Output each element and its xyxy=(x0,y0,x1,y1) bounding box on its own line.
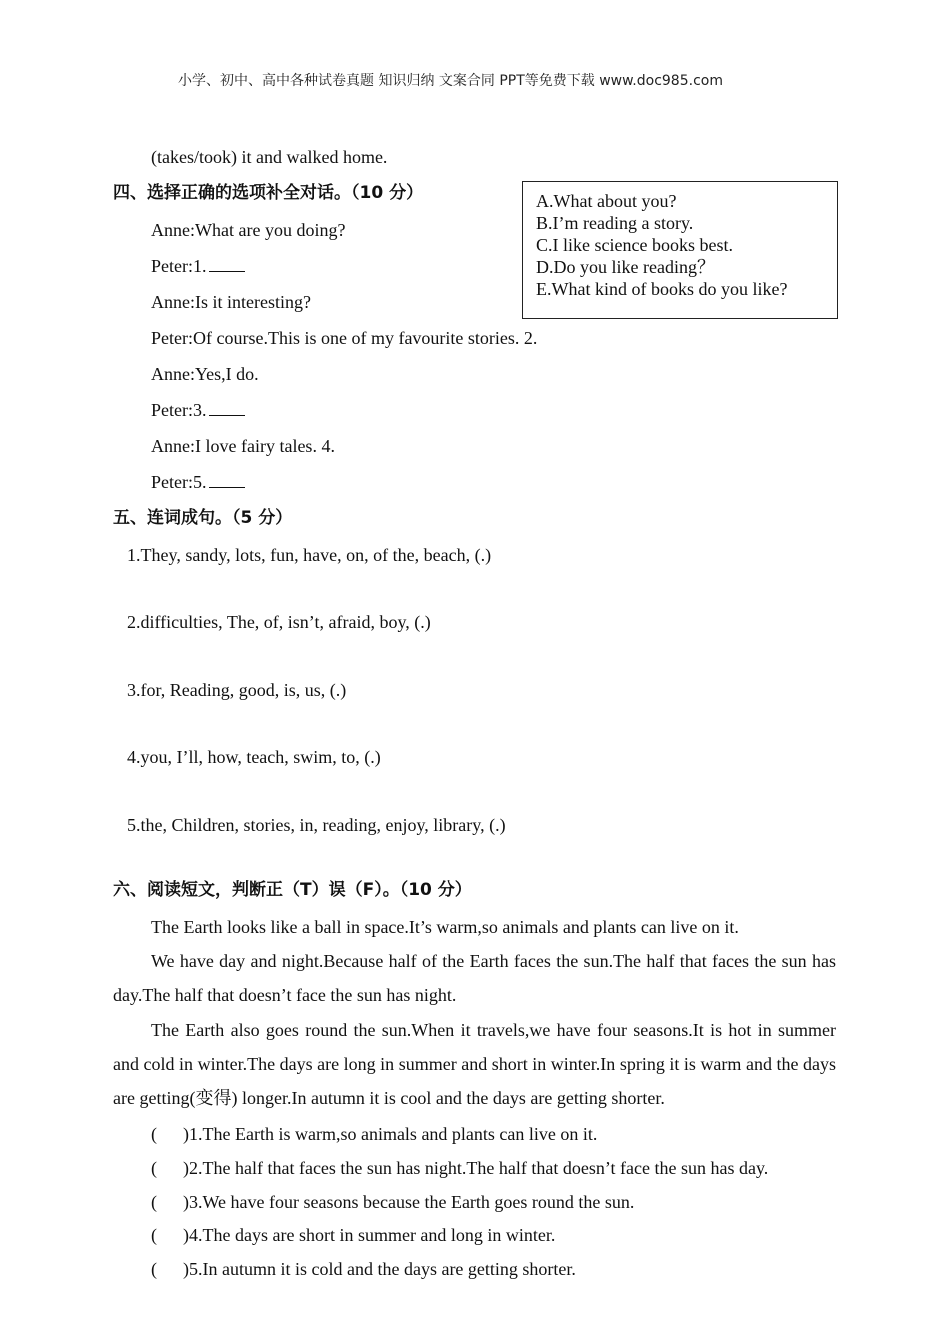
answer-blank[interactable] xyxy=(209,255,245,272)
sentence-item: 5.the, Children, stories, in, reading, enjoy, library, (.) xyxy=(127,815,506,835)
reading-paragraph: We have day and night.Because half of the Earth faces the sun.The half that faces the sun has day.The half that doesn’t face the sun has night. xyxy=(113,951,836,1005)
sentence-item: 4.you, I’ll, how, teach, swim, to, (.) xyxy=(127,747,381,767)
page-header: 小学、初中、高中各种试卷真题 知识归纳 文案合同 PPT等免费下载 www.doc985.com xyxy=(178,73,723,89)
answer-blank[interactable] xyxy=(209,399,245,416)
dialogue-line: Peter:Of course.This is one of my favourite stories. 2. xyxy=(151,328,538,348)
sentence-item: 1.They, sandy, lots, fun, have, on, of the, beach, (.) xyxy=(127,545,492,565)
option-c: C.I like science books best. xyxy=(536,235,733,255)
tf-question: ( )1.The Earth is warm,so animals and plants can live on it. xyxy=(151,1124,598,1144)
dialogue-line: Peter:5. xyxy=(151,471,245,493)
answer-paren[interactable]: ( xyxy=(151,1124,157,1144)
option-e: E.What kind of books do you like? xyxy=(536,279,788,299)
option-a: A.What about you? xyxy=(536,191,677,211)
dialogue-line: Anne:Yes,I do. xyxy=(151,364,259,384)
sentence-item: 3.for, Reading, good, is, us, (.) xyxy=(127,680,347,700)
answer-paren[interactable]: ( xyxy=(151,1192,157,1212)
dialogue-line: Peter:3. xyxy=(151,399,245,421)
section-5-title: 五、连词成句。（5 分） xyxy=(113,508,293,528)
option-b: B.I’m reading a story. xyxy=(536,213,694,233)
dialogue-line: Anne:I love fairy tales. 4. xyxy=(151,436,335,456)
options-box xyxy=(522,181,838,319)
section-6-title: 六、阅读短文，判断正（T）误（F）。（10 分） xyxy=(113,880,472,900)
tf-question: ( )4.The days are short in summer and long in winter. xyxy=(151,1225,556,1245)
answer-blank[interactable] xyxy=(209,471,245,488)
tf-question: ( )3.We have four seasons because the Earth goes round the sun. xyxy=(151,1192,635,1212)
answer-paren[interactable]: ( xyxy=(151,1225,157,1245)
dialogue-line: Peter:1. xyxy=(151,255,245,277)
tf-question: ( )2.The half that faces the sun has night.The half that doesn’t face the sun has day. xyxy=(151,1158,769,1178)
tf-question: ( )5.In autumn it is cold and the days are getting shorter. xyxy=(151,1259,576,1279)
dialogue-line: Anne:Is it interesting? xyxy=(151,292,311,312)
answer-paren[interactable]: ( xyxy=(151,1158,157,1178)
reading-paragraph: The Earth also goes round the sun.When it travels,we have four seasons.It is hot in summer and cold in winter.The days are long in summer and short in winter.In spring it is warm and the days are getting(变得) longer.In autumn it is cool and the days are getting shorter. xyxy=(113,1020,836,1108)
option-d: D.Do you like reading？ xyxy=(536,257,715,277)
section-4-title: 四、选择正确的选项补全对话。（10 分） xyxy=(113,183,424,203)
sentence-item: 2.difficulties, The, of, isn’t, afraid, boy, (.) xyxy=(127,612,431,632)
carryover-line: (takes/took) it and walked home. xyxy=(151,147,388,167)
reading-paragraph: The Earth looks like a ball in space.It’s warm,so animals and plants can live on it. xyxy=(151,917,739,937)
answer-paren[interactable]: ( xyxy=(151,1259,157,1279)
dialogue-line: Anne:What are you doing? xyxy=(151,220,346,240)
